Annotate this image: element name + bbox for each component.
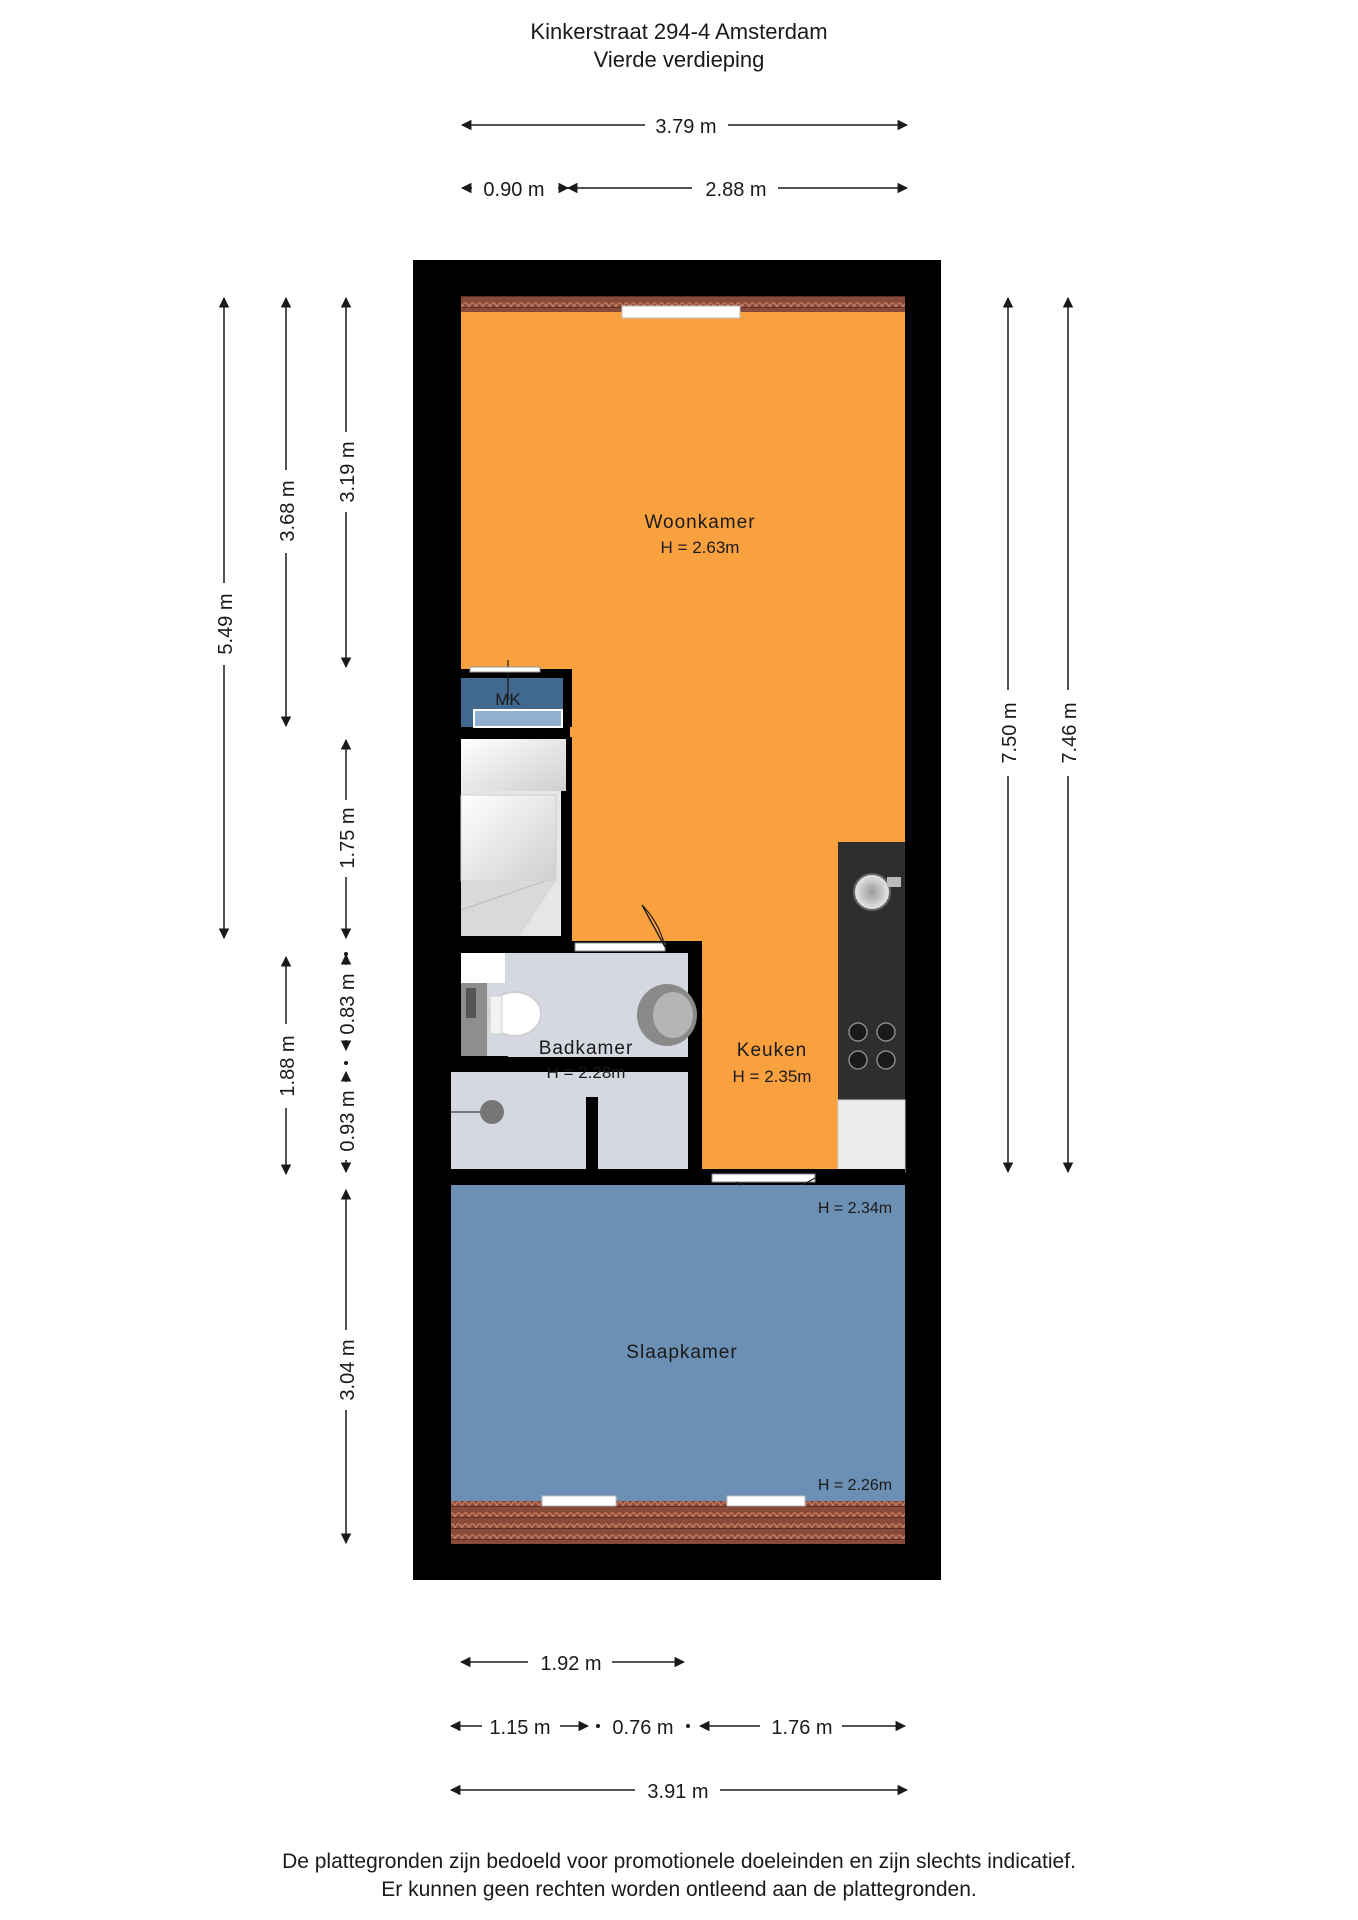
dim-left-inner-4: 0.93 m <box>337 1090 359 1152</box>
dim-right-1: 7.50 m <box>999 702 1021 764</box>
dim-left-inner-2: 1.75 m <box>337 807 359 869</box>
keuken-label: Keuken <box>736 1040 808 1061</box>
keuken-height: H = 2.35m <box>732 1067 812 1086</box>
address-title: Kinkerstraat 294-4 Amsterdam <box>530 19 828 44</box>
dim-bottom-1: 1.92 m <box>540 1653 602 1675</box>
disclaimer-line-1: De plattegronden zijn bedoeld voor promotionele doeleinden en zijn slechts indicatief. <box>282 1850 1076 1873</box>
dim-bottom-2c: 1.76 m <box>771 1717 833 1739</box>
slaapkamer-label: Slaapkamer <box>626 1342 738 1363</box>
slaapkamer-height-bottom: H = 2.26m <box>817 1477 893 1494</box>
dim-left-inner-1: 3.19 m <box>337 441 359 503</box>
dim-top-left: 0.90 m <box>483 179 545 201</box>
badkamer-label: Badkamer <box>538 1038 634 1059</box>
dim-left-mid-2: 1.88 m <box>277 1035 299 1097</box>
dim-left-outer: 5.49 m <box>215 593 237 655</box>
floor-subtitle: Vierde verdieping <box>593 47 765 72</box>
dim-bottom-total: 3.91 m <box>647 1781 709 1803</box>
mk-label: MK <box>495 690 521 709</box>
bedroom-door <box>712 1174 815 1182</box>
slaapkamer-height-top: H = 2.34m <box>817 1200 893 1217</box>
window-top <box>622 306 740 318</box>
dim-left-inner-3: 0.83 m <box>337 973 359 1035</box>
woonkamer-label: Woonkamer <box>644 512 756 533</box>
kitchen-counter <box>838 842 905 1172</box>
dim-top-total: 3.79 m <box>655 116 717 138</box>
dim-left-mid: 3.68 m <box>277 480 299 542</box>
disclaimer-line-2: Er kunnen geen rechten worden ontleend aan de plattegronden. <box>381 1878 977 1901</box>
badkamer-height: H = 2.28m <box>546 1063 626 1082</box>
dim-bottom-2a: 1.15 m <box>489 1717 551 1739</box>
woonkamer-height: H = 2.63m <box>660 538 740 557</box>
shower-area <box>461 737 572 942</box>
dim-left-inner-5: 3.04 m <box>337 1339 359 1401</box>
dim-bottom-2b: 0.76 m <box>612 1717 674 1739</box>
dim-right-2: 7.46 m <box>1059 702 1081 764</box>
dim-top-right: 2.88 m <box>705 179 767 201</box>
